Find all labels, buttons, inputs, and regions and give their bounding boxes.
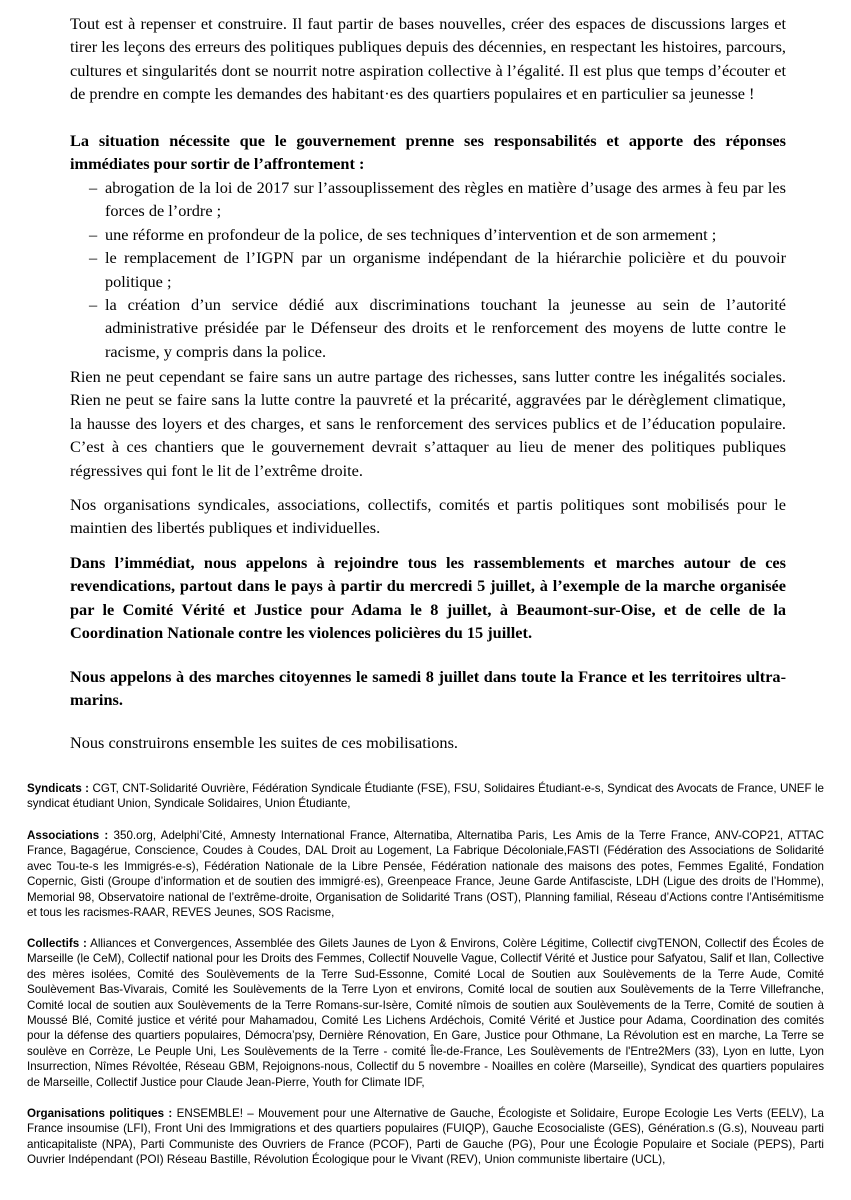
mobilized-paragraph: Nos organisations syndicales, associations, collectifs, comités et partis politiques sont mobilisés pour le maintien des libertés publiques et individuelles. bbox=[70, 495, 786, 538]
dash-mark: – bbox=[89, 178, 98, 197]
signatories-list: CGT, CNT-Solidarité Ouvrière, Fédération Syndicale Étudiante (FSE), FSU, Solidaires Étudiant-e-s, Syndicat des Avocats de France, UNEF le syndicat étudiant Union, Syndicale Solidaires, Union Étudiante, bbox=[27, 782, 824, 811]
signatories-list: 350.org, Adelphi’Cité, Amnesty International France, Alternatiba, Alternatiba Paris, Les Amis de la Terre France, ANV-COP21, ATTAC France, Bagagérue, Conscience, Coudes à Coudes, DAL Droit au Logement, La Fabrique Décoloniale,FASTI (Fédération des Associations de Solidarité avec Tou-te-s les Immigrés-e-s), Fédération Nationale de la Libre Pensée, Fédération nationale des maisons des potes, Femmes Egalité, Fondation Copernic, Gisti (Groupe d’information et de soutien des immigré·es), Greenpeace France, Jeune Garde Antifasciste, LDH (Ligue des droits de l’Homme), Memorial 98, Observatoire national de l’extrême-droite, Organisation de Solidarité Trans (OST), Planning familial, Réseau d’Actions contre l’Antisémitisme et tous les racismes-RAAR, REVES Jeunes, SOS Racisme, bbox=[27, 829, 824, 920]
list-item-text: abrogation de la loi de 2017 sur l’assouplissement des règles en matière d’usage des armes à feu par les forces de l’ordre ; bbox=[105, 178, 786, 221]
dash-mark: – bbox=[89, 295, 98, 315]
signatories-associations bbox=[27, 828, 824, 920]
signatories-list: ENSEMBLE! – Mouvement pour une Alternative de Gauche, Écologiste et Solidaire, Europe Ecologie Les Verts (EELV), La France insoumise (LFI), Front Uni des Immigrations et des quartiers populaires (FUIQP), Gauche Ecosocialiste (GES), Génération.s (G.s), Nouveau parti anticapitaliste (NPA), Parti Communiste des Ouvriers de France (PCOF), Parti de Gauche (PG), Pour une Écologie Populaire et Sociale (PEPS), Parti Ouvrier Indépendant (POI) Réseau Bastille, Révolution Écologique pour le Vivant (REV), Union communiste libertaire (UCL), bbox=[27, 1107, 824, 1167]
list-item bbox=[89, 246, 786, 293]
dash-mark: – bbox=[89, 248, 98, 268]
list-item-text: le remplacement de l’IGPN par un organisme indépendant de la hiérarchie policière et du pouvoir politique ; bbox=[105, 248, 786, 291]
signatories-political-orgs bbox=[27, 1106, 824, 1168]
demands-heading: La situation nécessite que le gouvernement prenne ses responsabilités et apporte des réponses immédiates pour sortir de l’affrontement : bbox=[70, 131, 786, 174]
demands-list bbox=[89, 176, 786, 363]
list-item bbox=[89, 176, 786, 223]
wealth-paragraph: Rien ne peut cependant se faire sans un autre partage des richesses, sans lutter contre les inégalités sociales. Rien ne peut se faire sans la lutte contre la pauvreté et la précarité, aggravées par le dérèglement climatique, la hausse des loyers et des charges, et sans le renforcement des services publics et de l’éducation populaire. C’est à ces chantiers que le gouvernement devrait s’attaquer au lieu de mener des politiques publiques régressives qui font le lit de l’extrême droite. bbox=[70, 367, 786, 480]
list-item bbox=[89, 223, 786, 246]
signatories-collectives bbox=[27, 936, 824, 1090]
signatories-list: Alliances et Convergences, Assemblée des Gilets Jaunes de Lyon & Environs, Colère Légitime, Collectif civgTENON, Collectif des Écoles de Marseille (le CeM), Collectif national pour les Droits des Femmes, Collectif Nouvelle Vague, Collectif Vérité et Justice pour Safyatou, Salif et Ilan, Collective des mères isolées, Comité des Soulèvements de la Terre Sud-Essonne, Comité Local de Soutien aux Soulèvements de la Terre Aude, Comité Soulèvement Bas-Vivarais, Comité les Soulèvements de la Terre Lyon et environs, Comité local de soutien aux Soulèvements de la Terre Villefranche, Comité local de soutien aux Soulèvements de la Terre Romans-sur-Isère, Comité nîmois de soutien aux Soulèvements de la Terre, Comité de soutien à Moussé Blé, Comité justice et vérité pour Mahamadou, Comité Les Lichens Ardéchois, Comité Vérité et Justice pour Adama, Coordination des comités pour la défense des quartiers populaires, Démocra’psy, Dernière Rénovation, En Gare, Justice pour Othmane, La Révolution est en marche, La Terre se soulève en Corrèze, Le Peuple Uni, Les Soulèvements de la Terre - comité Île-de-France, Les Soulèvements de l'Entre2Mers (33), Lyon en lutte, Lyon Insurrection, Nîmes Révoltée, Réseau GBM, Rejoignons-nous, Collectif du 5 novembre - Noailles en colère (Marseille), Syndicat des quartiers populaires de Marseille, Collectif Justice pour Claude Jean-Pierre, Youth for Climate IDF, bbox=[27, 937, 825, 1089]
call-paragraph: Dans l’immédiat, nous appelons à rejoindre tous les rassemblements et marches autour de ces revendications, partout dans le pays à partir du mercredi 5 juillet, à l’exemple de la marche organisée par le Comité Vérité et Justice pour Adama le 8 juillet, à Beaumont-sur-Oise, et de celle de la Coordination Nationale contre les violences policières du 15 juillet. bbox=[70, 553, 786, 643]
marches-paragraph: Nous appelons à des marches citoyennes le samedi 8 juillet dans toute la France et les territoires ultra-marins. bbox=[70, 667, 786, 710]
list-item-text: la création d’un service dédié aux discriminations touchant la jeunesse au sein de l’autorité administrative présidée par le Défenseur des droits et le renforcement des moyens de lutte contre le racisme, y compris dans la police. bbox=[105, 295, 786, 361]
signatories-label: Organisations politiques : bbox=[27, 1107, 173, 1120]
list-item-text: une réforme en profondeur de la police, de ses techniques d’intervention et de son armement ; bbox=[105, 224, 717, 244]
closing-paragraph: Nous construirons ensemble les suites de ces mobilisations. bbox=[70, 733, 458, 752]
intro-paragraph: Tout est à repenser et construire. Il faut partir de bases nouvelles, créer des espaces de discussions larges et tirer les leçons des erreurs des politiques publiques depuis des décennies, en respectant les histoires, parcours, cultures et singularités dont se nourrit notre aspiration collective à l’égalité. Il est plus que temps d’écouter et de prendre en compte les demandes des habitant·es des quartiers populaires et en particulier sa jeunesse ! bbox=[70, 14, 786, 104]
signatories-label: Associations : bbox=[27, 829, 109, 842]
signatories-unions bbox=[27, 781, 824, 812]
signatories-label: Syndicats : bbox=[27, 782, 90, 795]
list-item bbox=[89, 293, 786, 363]
signatories-label: Collectifs : bbox=[27, 937, 87, 950]
dash-mark: – bbox=[89, 224, 98, 244]
